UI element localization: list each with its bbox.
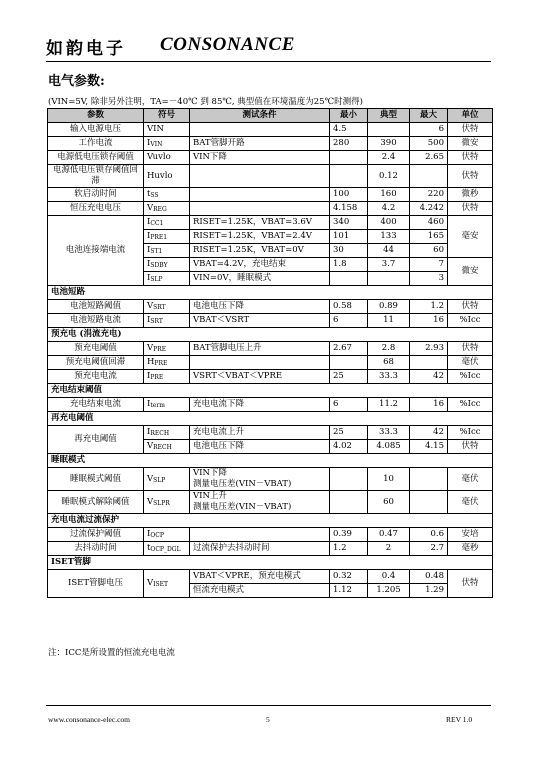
condition-cell: BAT管脚开路	[190, 137, 330, 151]
col-header: 最大	[410, 109, 448, 123]
min-cell	[330, 468, 368, 491]
table-row	[48, 202, 493, 216]
group-row	[48, 556, 493, 570]
condition-cell	[190, 165, 330, 188]
typ-cell: 68	[368, 356, 410, 370]
symbol-cell: $V_{SRT}$	[144, 300, 190, 314]
min-cell: 0.58	[330, 300, 368, 314]
condition-cell	[190, 202, 330, 216]
header-divider	[46, 61, 491, 62]
symbol-cell: $V_{RECH}$	[144, 440, 190, 454]
min-cell: 340	[330, 216, 368, 230]
symbol-cell: Huvlo	[144, 165, 190, 188]
unit-cell: 安培	[448, 528, 493, 542]
condition-cell: VBAT＜VPRE，预充电模式	[190, 570, 330, 584]
group-row	[48, 514, 493, 528]
max-cell: 42	[410, 370, 448, 384]
max-cell: 2.93	[410, 342, 448, 356]
company-name-en: CONSONANCE	[160, 34, 295, 55]
symbol-cell: $I_{SLP}$	[144, 272, 190, 286]
symbol-cell: $t_{OCP\_DGL}$	[144, 542, 190, 556]
typ-cell: 2.4	[368, 151, 410, 165]
min-cell: 25	[330, 370, 368, 384]
unit-cell: 微秒	[448, 188, 493, 202]
symbol-cell: $I_{SDBY}$	[144, 258, 190, 272]
condition-cell: RISET=1.25K，VBAT=3.6V	[190, 216, 330, 230]
company-name-cn: 如韵电子	[46, 39, 126, 59]
unit-cell: %Icc	[448, 426, 493, 440]
section-title: 电气参数:	[48, 74, 105, 89]
condition-cell	[190, 123, 330, 137]
min-cell: 30	[330, 244, 368, 258]
condition-cell: 电池电压下降	[190, 440, 330, 454]
table-row	[48, 426, 493, 440]
param-cell: 预充电电流	[48, 370, 144, 384]
group-row	[48, 286, 493, 300]
param-cell: 电源低电压锁存阈值回滞	[48, 165, 144, 188]
symbol-cell: $V_{SLPR}$	[144, 491, 190, 514]
unit-cell: 毫伏	[448, 468, 493, 491]
condition-cell: VSRT＜VBAT＜VPRE	[190, 370, 330, 384]
table-row	[48, 314, 493, 328]
unit-cell: 微安	[448, 258, 493, 286]
condition-cell: VIN上升 测量电压差(VIN－VBAT)	[190, 491, 330, 514]
typ-cell: 4.2	[368, 202, 410, 216]
condition-cell: VIN下降	[190, 151, 330, 165]
param-cell: 电池短路电流	[48, 314, 144, 328]
table-row	[48, 356, 493, 370]
min-cell: 4.158	[330, 202, 368, 216]
unit-cell: 伏特	[448, 202, 493, 216]
min-cell	[330, 151, 368, 165]
max-cell	[410, 491, 448, 514]
max-cell: 165	[410, 230, 448, 244]
table-row	[48, 542, 493, 556]
max-cell: 6	[410, 123, 448, 137]
group-title: ISET管脚	[48, 556, 493, 570]
electrical-spec-table	[47, 108, 493, 598]
typ-cell: 2	[368, 542, 410, 556]
symbol-cell: $I_{PRE1}$	[144, 230, 190, 244]
condition-cell	[190, 356, 330, 370]
max-cell: 1.2	[410, 300, 448, 314]
max-cell: 0.6	[410, 528, 448, 542]
symbol-cell: $I_{VIN}$	[144, 137, 190, 151]
symbol-cell: $V_{ISET}$	[144, 570, 190, 598]
table-row	[48, 370, 493, 384]
unit-cell: 毫伏	[448, 356, 493, 370]
param-cell: 电源低电压锁存阈值	[48, 151, 144, 165]
min-cell: 2.67	[330, 342, 368, 356]
param-cell: 恒压充电电压	[48, 202, 144, 216]
unit-cell: 伏特	[448, 440, 493, 454]
max-cell: 7	[410, 258, 448, 272]
param-cell: 再充电阈值	[48, 426, 144, 454]
symbol-cell: Vuvlo	[144, 151, 190, 165]
max-cell	[410, 165, 448, 188]
table-row	[48, 216, 493, 230]
symbol-cell: $I_{RECH}$	[144, 426, 190, 440]
typ-cell: 390	[368, 137, 410, 151]
symbol-cell: $t_{SS}$	[144, 188, 190, 202]
unit-cell: 伏特	[448, 342, 493, 356]
param-cell: 电池连接端电流	[48, 216, 144, 286]
col-header: 参数	[48, 109, 144, 123]
footer-url: www.consonance-elec.com	[48, 715, 130, 724]
typ-cell: 11	[368, 314, 410, 328]
typ-cell: 44	[368, 244, 410, 258]
max-cell: 4.15	[410, 440, 448, 454]
typ-cell	[368, 272, 410, 286]
group-title: 睡眠模式	[48, 454, 493, 468]
group-title: 电池短路	[48, 286, 493, 300]
param-cell: 电池短路阈值	[48, 300, 144, 314]
symbol-cell: $I_{term}$	[144, 398, 190, 412]
min-cell: 1.8	[330, 258, 368, 272]
typ-cell: 60	[368, 491, 410, 514]
col-header: 单位	[448, 109, 493, 123]
table-row	[48, 188, 493, 202]
condition-cell	[190, 528, 330, 542]
param-cell: 睡眠模式解除阈值	[48, 491, 144, 514]
unit-cell: 伏特	[448, 123, 493, 137]
unit-cell: %Icc	[448, 398, 493, 412]
col-header: 测试条件	[190, 109, 330, 123]
min-cell: 1.12	[330, 584, 368, 598]
symbol-cell: $I_{SRT}$	[144, 314, 190, 328]
table-row	[48, 123, 493, 137]
condition-cell: RISET=1.25K，VBAT=0V	[190, 244, 330, 258]
min-cell	[330, 491, 368, 514]
typ-cell: 10	[368, 468, 410, 491]
typ-cell: 0.47	[368, 528, 410, 542]
typ-cell	[368, 123, 410, 137]
param-cell: 充电结束电流	[48, 398, 144, 412]
typ-cell: 33.3	[368, 426, 410, 440]
min-cell: 25	[330, 426, 368, 440]
typ-cell: 33.3	[368, 370, 410, 384]
symbol-cell: $I_{OCP}$	[144, 528, 190, 542]
max-cell: 16	[410, 314, 448, 328]
table-row	[48, 137, 493, 151]
table-row	[48, 570, 493, 584]
unit-cell: 微安	[448, 137, 493, 151]
col-header: 符号	[144, 109, 190, 123]
table-row	[48, 468, 493, 491]
typ-cell: 133	[368, 230, 410, 244]
min-cell: 1.2	[330, 542, 368, 556]
condition-cell: 充电电流下降	[190, 398, 330, 412]
condition-cell: RISET=1.25K，VBAT=2.4V	[190, 230, 330, 244]
condition-cell: BAT管脚电压上升	[190, 342, 330, 356]
typ-cell: 3.7	[368, 258, 410, 272]
typ-cell: 0.89	[368, 300, 410, 314]
unit-cell: 伏特	[448, 165, 493, 188]
symbol-cell: VIN	[144, 123, 190, 137]
symbol-cell: $V_{REG}$	[144, 202, 190, 216]
max-cell: 500	[410, 137, 448, 151]
min-cell: 6	[330, 314, 368, 328]
max-cell: 4.242	[410, 202, 448, 216]
condition-cell: 过流保护去抖动时间	[190, 542, 330, 556]
group-row	[48, 454, 493, 468]
min-cell: 4.02	[330, 440, 368, 454]
min-cell	[330, 356, 368, 370]
param-cell: 过流保护阈值	[48, 528, 144, 542]
condition-cell: 恒流充电模式	[190, 584, 330, 598]
condition-cell: VIN=0V，睡眠模式	[190, 272, 330, 286]
table-row	[48, 151, 493, 165]
max-cell: 16	[410, 398, 448, 412]
typ-cell: 11.2	[368, 398, 410, 412]
max-cell: 42	[410, 426, 448, 440]
typ-cell: 0.12	[368, 165, 410, 188]
typ-cell: 400	[368, 216, 410, 230]
max-cell: 1.29	[410, 584, 448, 598]
unit-cell: 毫伏	[448, 491, 493, 514]
col-header: 典型	[368, 109, 410, 123]
group-title: 充电电流过流保护	[48, 514, 493, 528]
param-cell: 预充电阈值回滞	[48, 356, 144, 370]
max-cell: 220	[410, 188, 448, 202]
min-cell: 6	[330, 398, 368, 412]
param-cell: 输入电源电压	[48, 123, 144, 137]
unit-cell: %Icc	[448, 314, 493, 328]
param-cell: ISET管脚电压	[48, 570, 144, 598]
param-cell: 去抖动时间	[48, 542, 144, 556]
min-cell: 280	[330, 137, 368, 151]
symbol-cell: $I_{CC1}$	[144, 216, 190, 230]
typ-cell: 1.205	[368, 584, 410, 598]
max-cell: 2.7	[410, 542, 448, 556]
min-cell	[330, 272, 368, 286]
max-cell	[410, 356, 448, 370]
symbol-cell: $V_{SLP}$	[144, 468, 190, 491]
unit-cell: 伏特	[448, 300, 493, 314]
typ-cell: 160	[368, 188, 410, 202]
symbol-cell: $V_{PRE}$	[144, 342, 190, 356]
group-row	[48, 384, 493, 398]
param-cell: 工作电流	[48, 137, 144, 151]
group-row	[48, 328, 493, 342]
min-cell: 101	[330, 230, 368, 244]
min-cell: 4.5	[330, 123, 368, 137]
symbol-cell: $I_{PRE}$	[144, 370, 190, 384]
unit-cell: 伏特	[448, 151, 493, 165]
min-cell: 100	[330, 188, 368, 202]
footer-divider	[46, 705, 491, 706]
symbol-cell: $H_{PRE}$	[144, 356, 190, 370]
table-row	[48, 342, 493, 356]
symbol-cell: $I_{ST1}$	[144, 244, 190, 258]
table-header-row	[48, 109, 493, 123]
param-cell: 睡眠模式阈值	[48, 468, 144, 491]
typ-cell: 2.8	[368, 342, 410, 356]
group-title: 再充电阈值	[48, 412, 493, 426]
min-cell: 0.39	[330, 528, 368, 542]
condition-cell: VIN下降 测量电压差(VIN－VBAT)	[190, 468, 330, 491]
test-conditions: (VIN=5V, 除非另外注明，TA=－40℃ 到 85℃, 典型值在环境温度为25℃时测得)	[48, 97, 363, 107]
max-cell: 60	[410, 244, 448, 258]
group-title: 充电结束阈值	[48, 384, 493, 398]
typ-cell: 4.085	[368, 440, 410, 454]
param-cell: 预充电阈值	[48, 342, 144, 356]
max-cell: 2.65	[410, 151, 448, 165]
table-row	[48, 165, 493, 188]
table-row	[48, 398, 493, 412]
unit-cell: 伏特	[448, 570, 493, 598]
table-note: 注：ICC是所设置的恒流充电电流	[48, 648, 175, 658]
unit-cell: 毫安	[448, 216, 493, 258]
unit-cell: 毫秒	[448, 542, 493, 556]
table-row	[48, 491, 493, 514]
max-cell: 460	[410, 216, 448, 230]
param-cell: 软启动时间	[48, 188, 144, 202]
revision-label: REV 1.0	[446, 715, 473, 724]
table-row	[48, 300, 493, 314]
typ-cell: 0.4	[368, 570, 410, 584]
page-number: 5	[266, 715, 270, 724]
condition-cell: 电池电压下降	[190, 300, 330, 314]
min-cell: 0.32	[330, 570, 368, 584]
max-cell: 3	[410, 272, 448, 286]
unit-cell: %Icc	[448, 370, 493, 384]
min-cell	[330, 165, 368, 188]
condition-cell: VBAT=4.2V，充电结束	[190, 258, 330, 272]
col-header: 最小	[330, 109, 368, 123]
condition-cell: VBAT＜VSRT	[190, 314, 330, 328]
group-title: 预充电 (涓流充电)	[48, 328, 493, 342]
condition-cell: 充电电流上升	[190, 426, 330, 440]
group-row	[48, 412, 493, 426]
condition-cell	[190, 188, 330, 202]
max-cell	[410, 468, 448, 491]
max-cell: 0.48	[410, 570, 448, 584]
table-row	[48, 528, 493, 542]
